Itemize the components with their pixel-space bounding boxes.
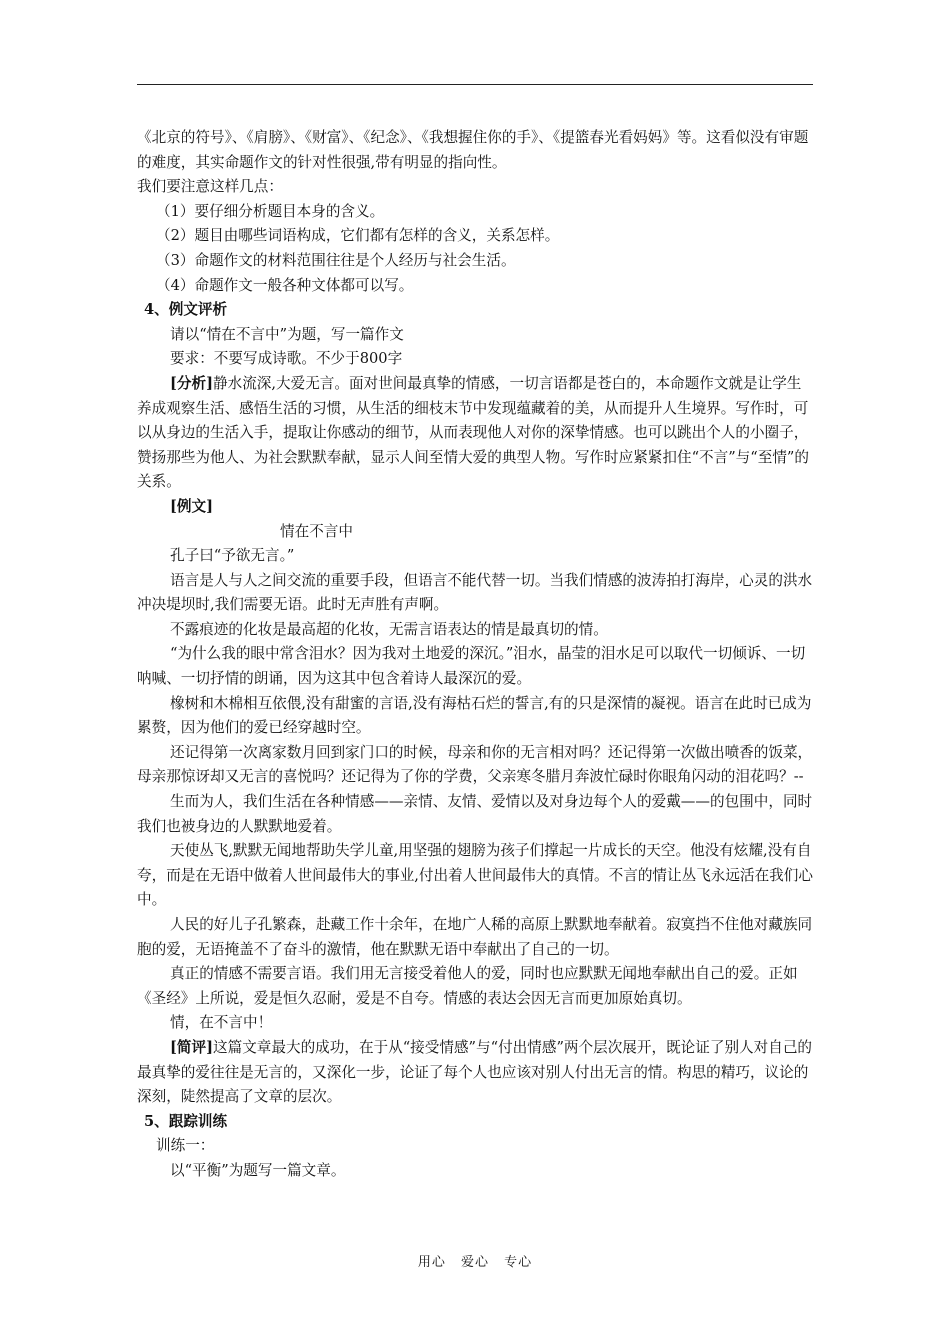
section-5-heading: 5、跟踪训练 — [144, 1112, 228, 1130]
training-label: 训练一： — [156, 1137, 215, 1155]
essay-paragraph: 生而为人，我们生活在各种情感——亲情、友情、爱情以及对身边每个人的爱戴——的包围中，同时我们也被身边的人默默地爱着。 — [137, 793, 813, 835]
essay-paragraph: 天使丛飞,默默无闻地帮助失学儿童,用坚强的翅膀为孩子们撑起一片成长的天空。他没有炫耀,没有自夸，而是在无语中做着人世间最伟大的事业,付出着人世间最伟大的真情。不言的情让丛飞永远活在我们心中。 — [137, 842, 813, 909]
notice-heading: 我们要注意这样几点： — [137, 178, 283, 196]
prompt-line: 请以“情在不言中”为题，写一篇作文 — [170, 325, 404, 343]
analysis-tag: [分析] — [170, 374, 213, 392]
essay-conclusion: 情，在不言中！ — [170, 1014, 273, 1032]
review-paragraph — [137, 1036, 815, 1110]
point-1: （1）要仔细分析题目本身的含义。 — [156, 202, 385, 220]
review-tag: [简评] — [170, 1038, 213, 1056]
essay-paragraph: 语言是人与人之间交流的重要手段，但语言不能代替一切。当我们情感的波涛拍打海岸，心灵的洪水冲决堤坝时,我们需要无语。此时无声胜有声啊。 — [137, 571, 813, 614]
point-3: （3）命题作文的材料范围往往是个人经历与社会生活。 — [156, 251, 516, 269]
analysis-text: 静水流深,大爱无言。面对世间最真挚的情感，一切言语都是苍白的，本命题作文就是让学生养成观察生活、感悟生活的习惯，从生活的细枝末节中发现蕴藏着的美，从而提升人生境界。写作时，可以从身边的生活入手，提取让你感动的细节，从而表现他人对你的深挚情感。也可以跳出个人的小圈子，赞扬那些为他人、为社会默默奉献，显示人间至情大爱的典型人物。写作时应紧紧扣住“不言”与“至情”的关系。 — [137, 374, 809, 491]
essay-title: 情在不言中 — [280, 522, 353, 540]
essay-paragraph: 不露痕迹的化妆是最高超的化妆，无需言语表达的情是最真切的情。 — [170, 620, 608, 638]
essay-paragraph: 橡树和木棉相互依偎,没有甜蜜的言语,没有海枯石烂的誓言,有的只是深情的凝视。语言在此时已成为累赘，因为他们的爱已经穿越时空。 — [137, 694, 812, 737]
essay-paragraph: 还记得第一次离家数月回到家门口的时候，母亲和你的无言相对吗？还记得第一次做出喷香的饭菜，母亲那惊讶却又无言的喜悦吗？还记得为了你的学费，父亲寒冬腊月奔波忙碌时你眼角闪动的泪花吗？-- — [137, 743, 813, 786]
point-2: （2）题目由哪些词语构成，它们都有怎样的含义，关系怎样。 — [156, 227, 560, 245]
point-4: （4）命题作文一般各种文体都可以写。 — [156, 276, 414, 294]
review-text: 这篇文章最大的成功，在于从“接受情感”与“付出情感”两个层次展开，既论证了别人对自己的最真挚的爱往往是无言的，又深化一步，论证了每个人也应该对别人付出无言的情。构思的精巧，议论的深刻，陡然提高了文章的层次。 — [137, 1038, 813, 1106]
essay-paragraph: 人民的好儿子孔繁森，赴藏工作十余年，在地广人稀的高原上默默地奉献着。寂寞挡不住他对藏族同胞的爱，无语掩盖不了奋斗的激情，他在默默无语中奉献出了自己的一切。 — [137, 916, 813, 958]
essay-paragraph: 真正的情感不需要言语。我们用无言接受着他人的爱，同时也应默默无闻地奉献出自己的爱。正如《圣经》上所说，爱是恒久忍耐，爱是不自夸。情感的表达会因无言而更加原始真切。 — [137, 965, 798, 1007]
example-tag: [例文] — [170, 497, 213, 515]
page-footer: 用心 爱心 专心 — [417, 1255, 533, 1270]
requirement-line: 要求：不要写成诗歌。不少于800字 — [170, 350, 403, 368]
essay-paragraph: 孔子曰“予欲无言。” — [170, 547, 295, 565]
training-task: 以“平衡”为题写一篇文章。 — [170, 1161, 346, 1179]
intro-paragraph: 《北京的符号》、《肩膀》、《财富》、《纪念》、《我想握住你的手》、《提篮春光看妈妈》等。这看似没有审题的难度，其实命题作文的针对性很强,带有明显的指向性。 — [137, 129, 809, 171]
essay-paragraph: “为什么我的眼中常含泪水？因为我对土地爱的深沉。”泪水，晶莹的泪水足可以取代一切倾诉、一切呐喊、一切抒情的朗诵，因为这其中包含着诗人最深沉的爱。 — [137, 645, 806, 688]
header-rule — [137, 84, 813, 85]
document-body — [137, 126, 815, 1184]
analysis-paragraph — [137, 372, 815, 495]
section-4-heading: 4、例文评析 — [144, 301, 228, 319]
